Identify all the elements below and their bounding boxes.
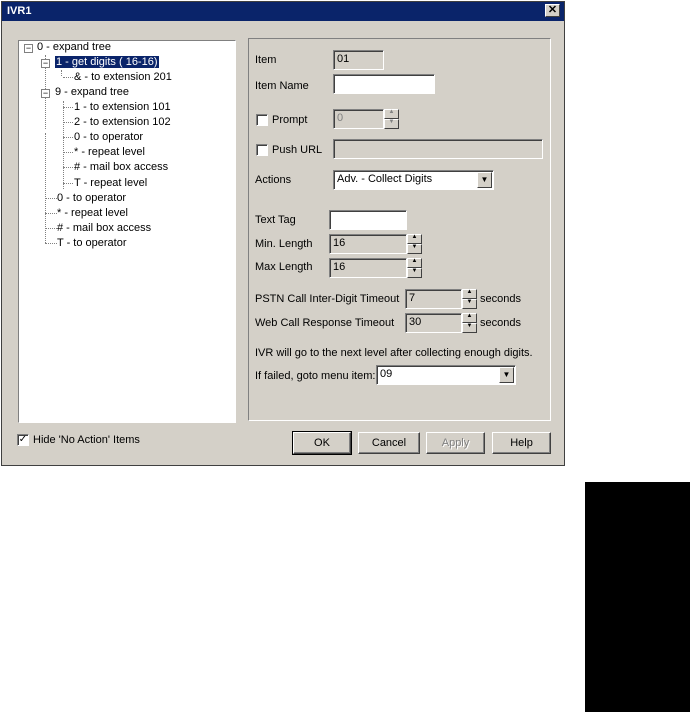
tree-connector [63,101,64,189]
max-length-input[interactable]: 16 [329,258,407,278]
web-timeout-unit: seconds [480,317,521,329]
info-text: IVR will go to the next level after collecting enough digits. [255,347,533,359]
page-edge-tab [585,482,690,712]
tree-connector [63,183,73,184]
tree-connector [63,152,73,153]
ok-button[interactable]: OK [293,432,351,454]
prompt-label: Prompt [272,114,308,126]
tree-connector [63,122,73,123]
pstn-timeout-input[interactable]: 7 [405,289,462,309]
spin-down-icon: ▼ [384,119,399,129]
hide-no-action-checkbox[interactable] [17,434,29,446]
min-length-label: Min. Length [255,238,313,250]
item-label: Item [255,54,277,66]
close-button[interactable] [545,4,560,17]
tree-node[interactable]: * - repeat level [57,207,128,219]
collapse-icon[interactable]: − [42,88,49,98]
if-failed-dropdown[interactable] [376,365,516,385]
tree-connector [45,133,46,243]
apply-button: Apply [426,432,485,454]
dropdown-arrow-icon[interactable]: ▼ [477,172,492,188]
close-icon: ✕ [547,4,558,16]
window-title: IVR1 [7,5,32,17]
push-url-label: Push URL [272,144,323,156]
tree-node-root[interactable]: 0 - expand tree [37,41,111,53]
spin-down-icon[interactable]: ▼ [462,299,477,309]
tree-node[interactable]: # - mail box access [57,222,152,234]
spin-up-icon[interactable]: ▲ [462,313,477,323]
tree-node[interactable]: * - repeat level [74,146,145,158]
prompt-input: 0 [333,109,384,129]
push-url-input [333,139,543,159]
spin-up-icon[interactable]: ▲ [407,258,422,268]
tree-node[interactable]: 1 - to extension 101 [74,101,171,113]
pstn-timeout-label: PSTN Call Inter-Digit Timeout [255,293,400,305]
web-timeout-spinner[interactable] [462,313,477,333]
tree-connector [63,137,73,138]
tree-node[interactable]: & - to extension 201 [74,71,172,83]
check-icon: ✓ [18,434,28,445]
item-name-label: Item Name [255,80,309,92]
ivr-dialog [1,1,565,466]
min-length-spinner[interactable] [407,234,422,254]
collapse-icon[interactable]: − [25,43,32,53]
text-tag-input[interactable] [329,210,407,230]
tree-connector [63,77,73,78]
tree-connector [45,228,57,229]
actions-dropdown[interactable] [333,170,494,190]
if-failed-value: 09 [380,368,393,380]
tree-connector [61,70,62,76]
tree-connector [45,243,57,244]
tree-node[interactable]: # - mail box access [74,161,169,173]
tree-node[interactable]: 0 - to operator [57,192,127,204]
dropdown-arrow-icon[interactable]: ▼ [499,367,514,383]
tree-connector [63,167,73,168]
item-name-input[interactable] [333,74,435,94]
pstn-timeout-spinner[interactable] [462,289,477,309]
spin-down-icon[interactable]: ▼ [407,268,422,278]
spin-down-icon[interactable]: ▼ [407,244,422,254]
tree-node[interactable]: 9 - expand tree [55,86,129,98]
tree-connector [45,213,57,214]
web-timeout-input[interactable]: 30 [405,313,462,333]
push-url-checkbox[interactable] [256,144,268,156]
spin-down-icon[interactable]: ▼ [462,323,477,333]
spin-up-icon[interactable]: ▲ [407,234,422,244]
actions-value: Adv. - Collect Digits [337,173,433,185]
web-timeout-label: Web Call Response Timeout [255,317,395,329]
collapse-icon[interactable]: − [42,58,49,68]
actions-label: Actions [255,174,292,186]
spin-up-icon[interactable]: ▲ [462,289,477,299]
item-field: 01 [333,50,384,70]
prompt-spinner [384,109,399,129]
max-length-spinner[interactable] [407,258,422,278]
ivr-tree-view[interactable] [18,40,236,423]
tree-node[interactable]: T - to operator [57,237,127,249]
max-length-label: Max Length [255,261,313,273]
pstn-timeout-unit: seconds [480,293,521,305]
tree-node[interactable]: 0 - to operator [74,131,144,143]
tree-node-get-digits[interactable]: 1 - get digits ( 16-16) [56,56,158,68]
help-button[interactable]: Help [492,432,551,454]
tree-node[interactable]: T - repeat level [74,177,148,189]
cancel-button[interactable]: Cancel [358,432,420,454]
prompt-checkbox[interactable] [256,114,268,126]
spin-up-icon: ▲ [384,109,399,119]
if-failed-label: If failed, goto menu item: [255,370,376,382]
tree-connector [63,107,73,108]
tree-node[interactable]: 2 - to extension 102 [74,116,171,128]
min-length-input[interactable]: 16 [329,234,407,254]
hide-no-action-label: Hide 'No Action' Items [33,434,140,446]
tree-connector [45,198,57,199]
text-tag-label: Text Tag [255,214,296,226]
title-bar[interactable] [2,2,564,21]
